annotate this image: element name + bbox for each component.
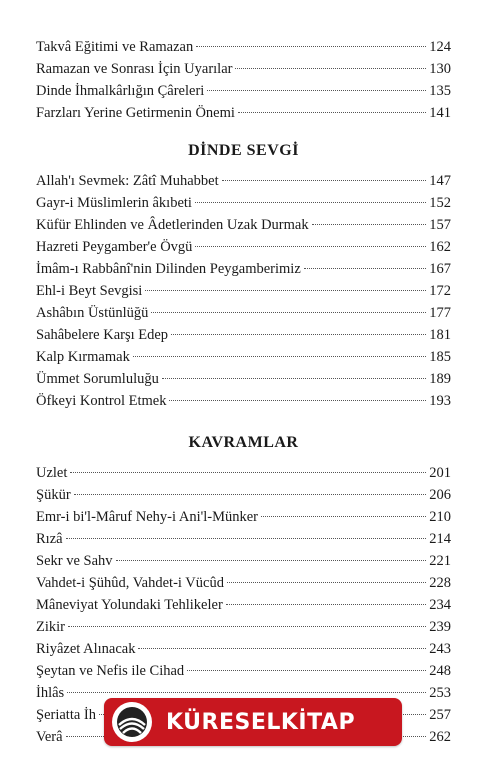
entry-title: Mâneviyat Yolundaki Tehlikeler — [36, 597, 223, 613]
toc-entry[interactable] — [36, 346, 451, 368]
entry-page: 157 — [429, 217, 451, 233]
entry-title: Vahdet-i Şühûd, Vahdet-i Vücûd — [36, 575, 224, 591]
entry-page: 201 — [429, 465, 451, 481]
toc-entry[interactable] — [36, 36, 451, 58]
leader-dots — [162, 378, 426, 379]
leader-dots — [145, 290, 426, 291]
entry-title: Hazreti Peygamber'e Övgü — [36, 239, 193, 255]
entry-page: 167 — [429, 261, 451, 277]
toc-entry[interactable] — [36, 550, 451, 572]
leader-dots — [68, 626, 426, 627]
entry-page: 234 — [429, 597, 451, 613]
entry-page: 152 — [429, 195, 451, 211]
entry-page: 257 — [429, 707, 451, 723]
entry-title: Rızâ — [36, 531, 63, 547]
entry-page: 172 — [429, 283, 451, 299]
entry-title: Ramazan ve Sonrası İçin Uyarılar — [36, 61, 233, 77]
entry-page: 206 — [429, 487, 451, 503]
toc-entry[interactable] — [36, 660, 451, 682]
toc-entry[interactable] — [36, 80, 451, 102]
toc-section — [36, 140, 451, 412]
entry-title: Şeytan ve Nefis ile Cihad — [36, 663, 185, 679]
brand-watermark — [104, 698, 402, 746]
brand-name: KÜRESELKİTAP — [166, 709, 356, 735]
section-heading: KAVRAMLAR — [188, 434, 299, 451]
entry-page: 262 — [429, 729, 451, 745]
toc-entry[interactable] — [36, 102, 451, 124]
table-of-contents — [36, 36, 451, 748]
entry-page: 185 — [429, 349, 451, 365]
entry-page: 228 — [429, 575, 451, 591]
toc-entry[interactable] — [36, 214, 451, 236]
toc-entry[interactable] — [36, 192, 451, 214]
entry-page: 124 — [429, 39, 451, 55]
entry-title: Ümmet Sorumluluğu — [36, 371, 159, 387]
entry-page: 177 — [429, 305, 451, 321]
entry-page: 214 — [429, 531, 451, 547]
toc-entry[interactable] — [36, 390, 451, 412]
entry-page: 141 — [429, 105, 451, 121]
toc-entry[interactable] — [36, 236, 451, 258]
entry-title: Sekr ve Sahv — [36, 553, 113, 569]
entry-title: Gayr-i Müslimlerin âkıbeti — [36, 195, 192, 211]
entry-page: 210 — [429, 509, 451, 525]
leader-dots — [138, 648, 426, 649]
leader-dots — [66, 538, 427, 539]
entry-page: 135 — [429, 83, 451, 99]
entry-page: 253 — [429, 685, 451, 701]
entry-title: Ashâbın Üstünlüğü — [36, 305, 149, 321]
entry-page: 130 — [429, 61, 451, 77]
leader-dots — [187, 670, 426, 671]
toc-entry[interactable] — [36, 528, 451, 550]
entry-page: 189 — [429, 371, 451, 387]
leader-dots — [238, 112, 426, 113]
entry-title: Sahâbelere Karşı Edep — [36, 327, 169, 343]
entry-title: Ehl-i Beyt Sevgisi — [36, 283, 143, 299]
entry-title: Dinde İhmalkârlığın Çâreleri — [36, 83, 205, 99]
entry-title: Emr-i bi'l-Mâruf Nehy-i Ani'l-Münker — [36, 509, 258, 525]
entry-title: Öfkeyi Kontrol Etmek — [36, 393, 167, 409]
toc-entry[interactable] — [36, 368, 451, 390]
leader-dots — [169, 400, 426, 401]
leader-dots — [235, 68, 426, 69]
leader-dots — [195, 246, 426, 247]
entry-title: İhlâs — [36, 685, 65, 701]
entry-title: Takvâ Eğitimi ve Ramazan — [36, 39, 194, 55]
leader-dots — [312, 224, 427, 225]
toc-section — [36, 36, 451, 124]
entry-page: 147 — [429, 173, 451, 189]
entry-page: 221 — [429, 553, 451, 569]
leader-dots — [207, 90, 426, 91]
leader-dots — [171, 334, 426, 335]
toc-entry[interactable] — [36, 484, 451, 506]
entry-title: Şükür — [36, 487, 71, 503]
entry-title: Uzlet — [36, 465, 68, 481]
toc-entry[interactable] — [36, 594, 451, 616]
entry-page: 243 — [429, 641, 451, 657]
leader-dots — [70, 472, 426, 473]
toc-entry[interactable] — [36, 280, 451, 302]
toc-entry[interactable] — [36, 170, 451, 192]
toc-entry[interactable] — [36, 572, 451, 594]
entry-title: Zikir — [36, 619, 65, 635]
toc-entry[interactable] — [36, 506, 451, 528]
leader-dots — [196, 46, 426, 47]
entry-page: 181 — [429, 327, 451, 343]
toc-entry[interactable] — [36, 638, 451, 660]
leader-dots — [116, 560, 427, 561]
entry-title: Farzları Yerine Getirmenin Önemi — [36, 105, 235, 121]
leader-dots — [222, 180, 427, 181]
toc-entry[interactable] — [36, 616, 451, 638]
entry-title: Küfür Ehlinden ve Âdetlerinden Uzak Durmak — [36, 217, 309, 233]
entry-page: 193 — [429, 393, 451, 409]
leader-dots — [226, 604, 426, 605]
leader-dots — [227, 582, 426, 583]
section-heading: DİNDE SEVGİ — [188, 142, 299, 159]
toc-entry[interactable] — [36, 302, 451, 324]
entry-title: Kalp Kırmamak — [36, 349, 130, 365]
leader-dots — [67, 692, 426, 693]
leader-dots — [261, 516, 426, 517]
toc-entry[interactable] — [36, 258, 451, 280]
entry-title: İmâm-ı Rabbânî'nin Dilinden Peygamberimiz — [36, 261, 301, 277]
entry-page: 162 — [429, 239, 451, 255]
globe-icon — [112, 702, 152, 742]
entry-title: Allah'ı Sevmek: Zâtî Muhabbet — [36, 173, 219, 189]
toc-entry[interactable] — [36, 58, 451, 80]
entry-page: 248 — [429, 663, 451, 679]
leader-dots — [304, 268, 426, 269]
leader-dots — [195, 202, 426, 203]
entry-title: Verâ — [36, 729, 63, 745]
entry-page: 239 — [429, 619, 451, 635]
toc-entry[interactable] — [36, 324, 451, 346]
leader-dots — [133, 356, 426, 357]
toc-entry[interactable] — [36, 462, 451, 484]
leader-dots — [74, 494, 427, 495]
entry-title: Şeriatta İh — [36, 707, 96, 723]
entry-title: Riyâzet Alınacak — [36, 641, 136, 657]
leader-dots — [151, 312, 426, 313]
